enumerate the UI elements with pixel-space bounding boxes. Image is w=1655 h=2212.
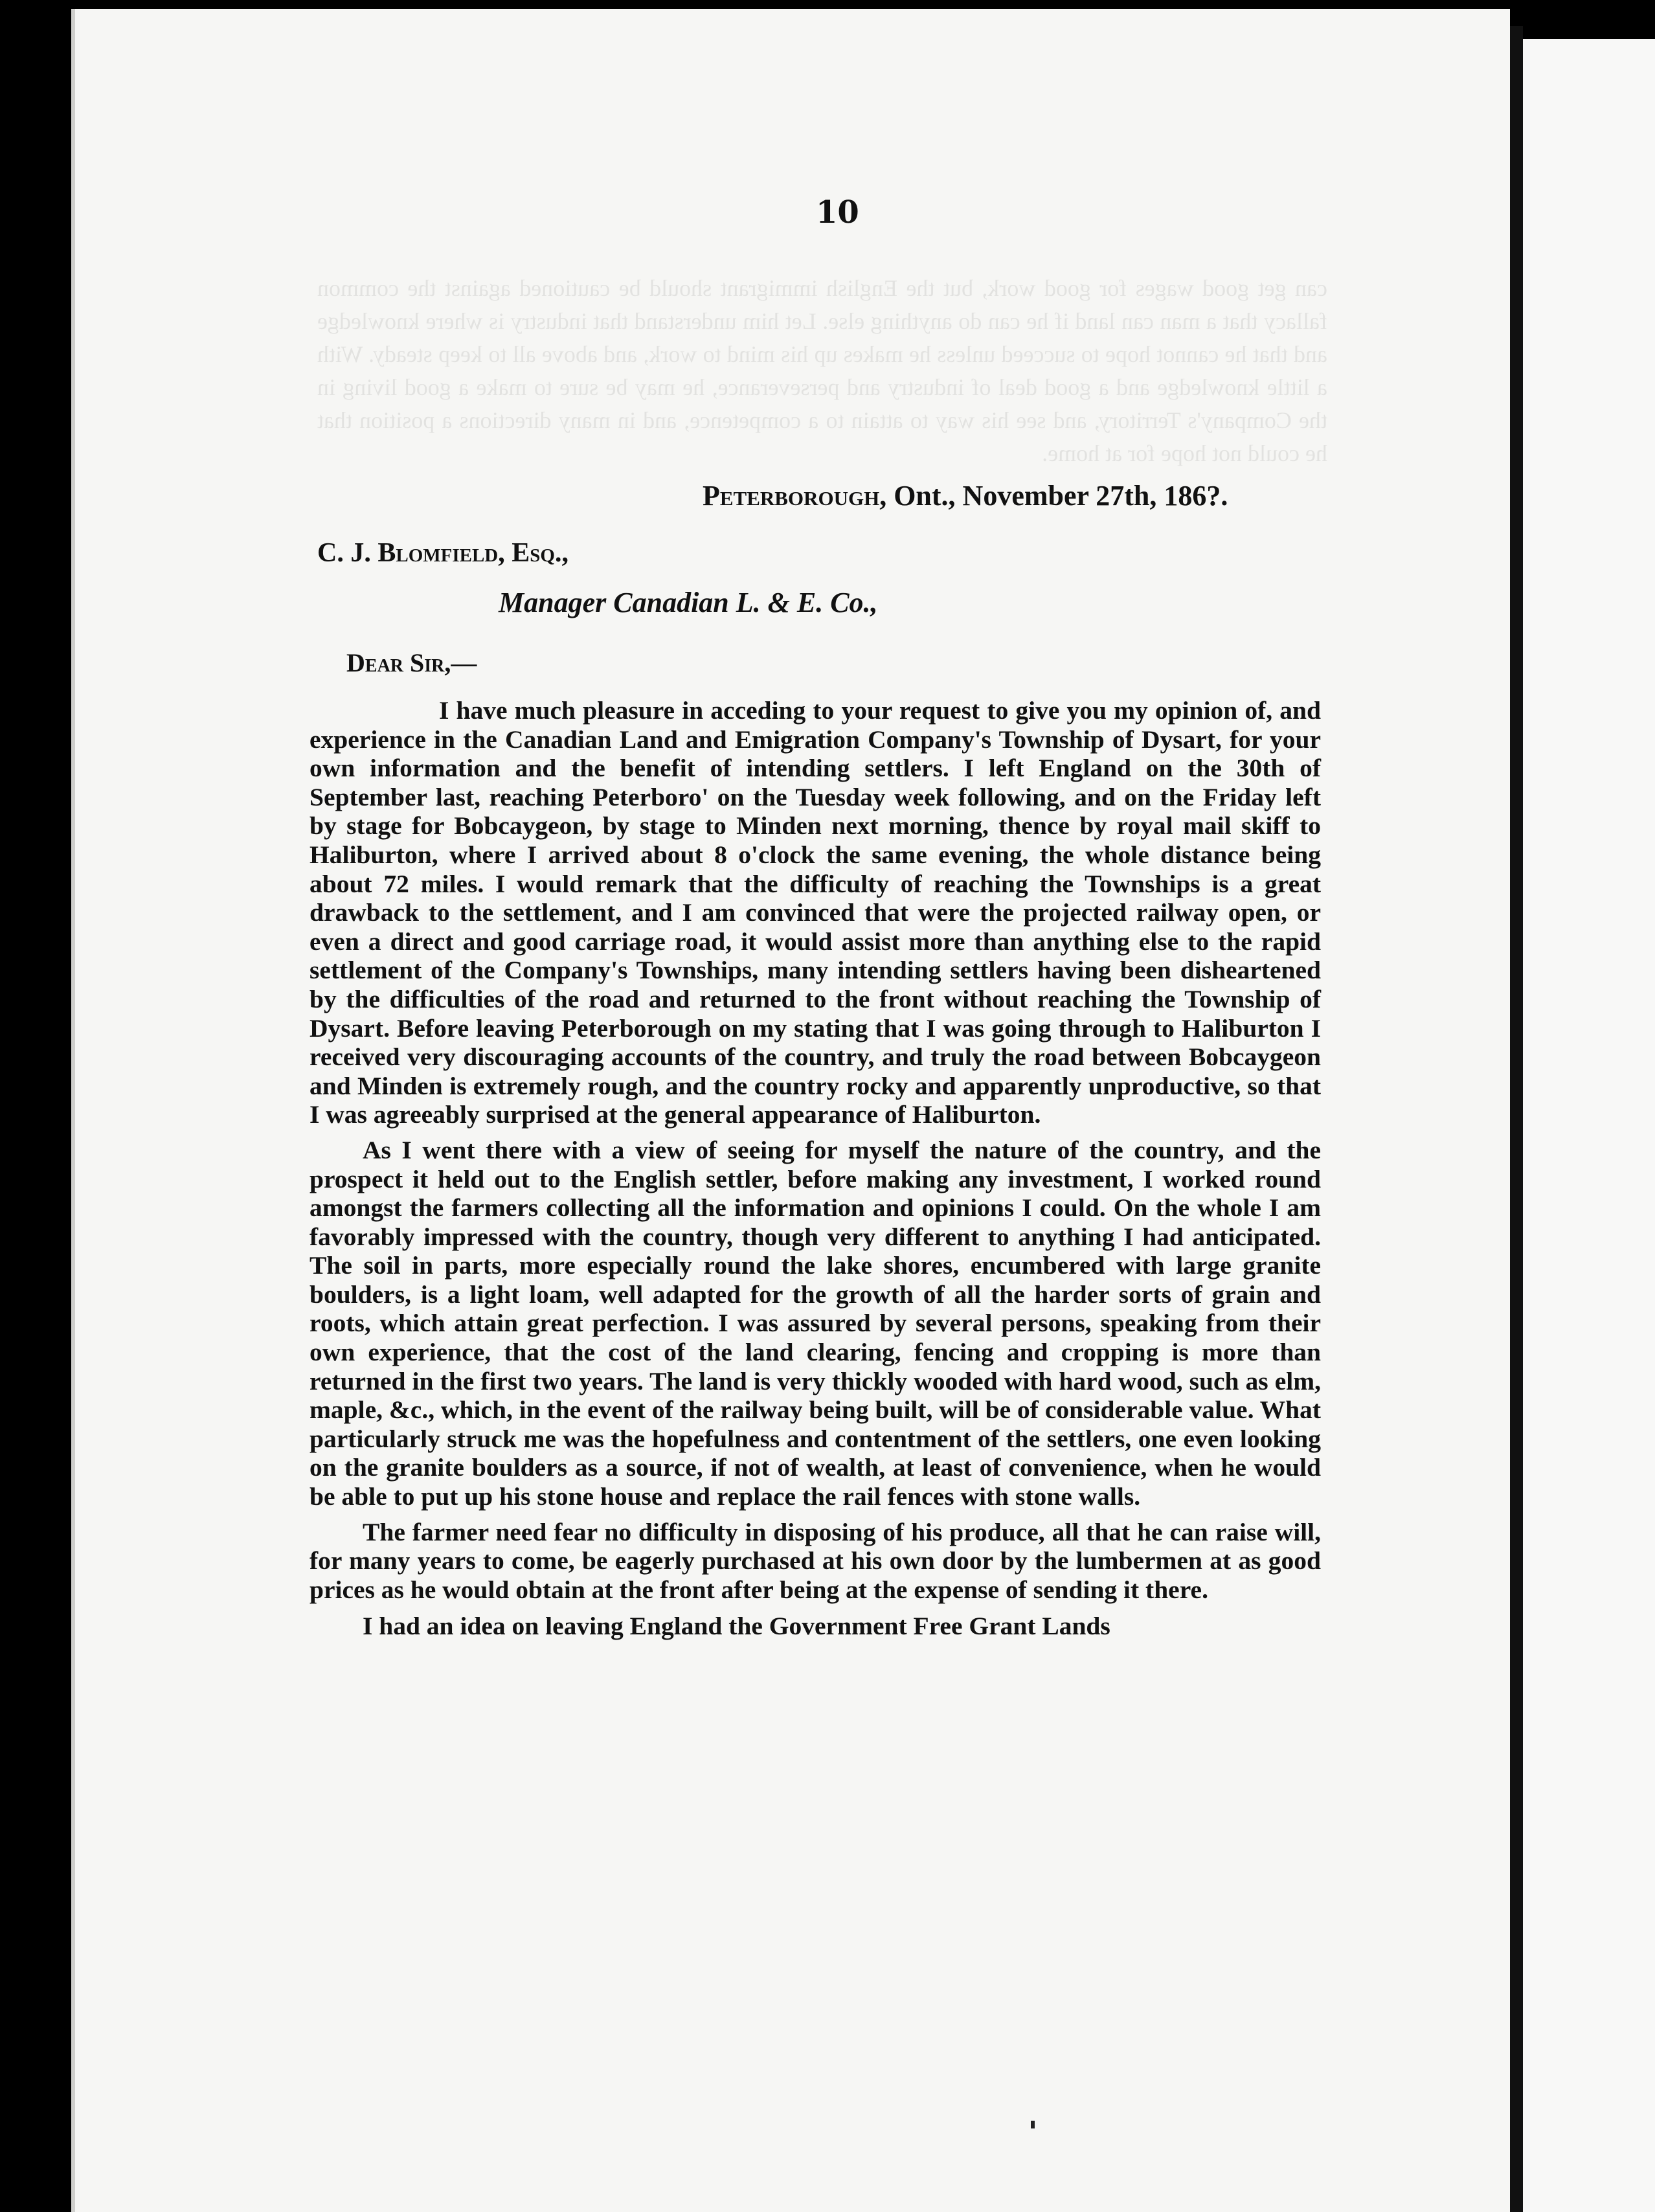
letter-body xyxy=(310,696,1321,1647)
paragraph: I had an idea on leaving England the Government Free Grant Lands xyxy=(363,1612,1110,1641)
ink-speck xyxy=(1031,2121,1035,2128)
paragraph: As I went there with a view of seeing for myself the nature of the country, and the prospect it held out to the English settler, before making any investment, I worked round amongst the farmers collecting all the information and opinions I could. On the whole I am favorably impressed with the country, though very different to anything I had anticipated. The soil in parts, more especially round the lake shores, encumbered with large granite boulders, is a light loam, well adapted for the growth of all the harder sorts of grain and roots, which attain great perfection. I was assured by several persons, speaking from their own experience, that the cost of the land clearing, fencing and cropping is more than returned in the first two years. The land is very thickly wooded with hard wood, such as elm, maple, &c., which, in the event of the railway being built, will be of considerable value. What particularly struck me was the hopefulness and contentment of the settlers, one even looking on the granite boulders as a source, if not of wealth, at least of convenience, when he would be able to put up his stone house and replace the rail fences with stone walls. xyxy=(310,1135,1321,1511)
letter-dateline xyxy=(703,479,1276,512)
dateline-place: Peterborough xyxy=(703,480,880,512)
page-edge xyxy=(71,9,75,2212)
paragraph: I have much pleasure in acceding to your request to give you my opinion of, and experience in the Canadian Land and Emigration Company's Township of Dysart, for your own information and the benefit of intending settlers. I left England on the 30th of September last, reaching Peterboro' on the Tuesday week following, and on the Friday left by stage for Bobcaygeon, by stage to Minden next morning, thence by royal mail skiff to Haliburton, where I arrived about 8 o'clock the same evening, the whole distance being about 72 miles. I would remark that the difficulty of reaching the Townships is a great drawback to the settlement, and I am convinced that were the projected railway open, or even a direct and good carriage road, it would assist more than anything else to the rapid settlement of the Company's Townships, many intending settlers having been disheartened by the difficulties of the road and returned to the front without reaching the Township of Dysart. Before leaving Peterborough on my stating that I was going through to Haliburton I received very discouraging accounts of the country, and truly the road between Bobcaygeon and Minden is extremely rough, and the country rocky and apparently unproductive, so that I was agreeably surprised at the general appearance of Haliburton. xyxy=(310,696,1321,1129)
paragraph: The farmer need fear no difficulty in disposing of his produce, all that he can raise will, for many years to come, be eagerly purchased at his own door by the lumbermen at as good prices as he would obtain at the front after being at the expense of sending it there. xyxy=(310,1517,1321,1604)
facing-page-edge xyxy=(1523,39,1655,2212)
bleed-through-text: can get good wages for good work, but the English immigrant should be cautioned against the common fallacy that a man can land if he can do anything else. Let him understand that industry is where knowledge and that he cannot hope to succeed unless he makes up his mind to work, and above all to keep steady. With a little knowledge and a good deal of industry and perseverance, he may be sure to make a good living in the Company's Territory, and see his way to attain to a competence, and in many directions a position that he could not hope for at home. xyxy=(317,275,1327,466)
page-number: 10 xyxy=(816,194,859,231)
letter-salutation: Dear Sir,— xyxy=(346,648,477,677)
addressee-position: Manager Canadian L. & E. Co., xyxy=(499,587,878,618)
book-gutter xyxy=(1510,26,1523,2212)
dateline-date: , Ont., November 27th, 186?. xyxy=(879,480,1228,512)
letter-addressee: C. J. Blomfield, Esq., xyxy=(317,538,569,568)
